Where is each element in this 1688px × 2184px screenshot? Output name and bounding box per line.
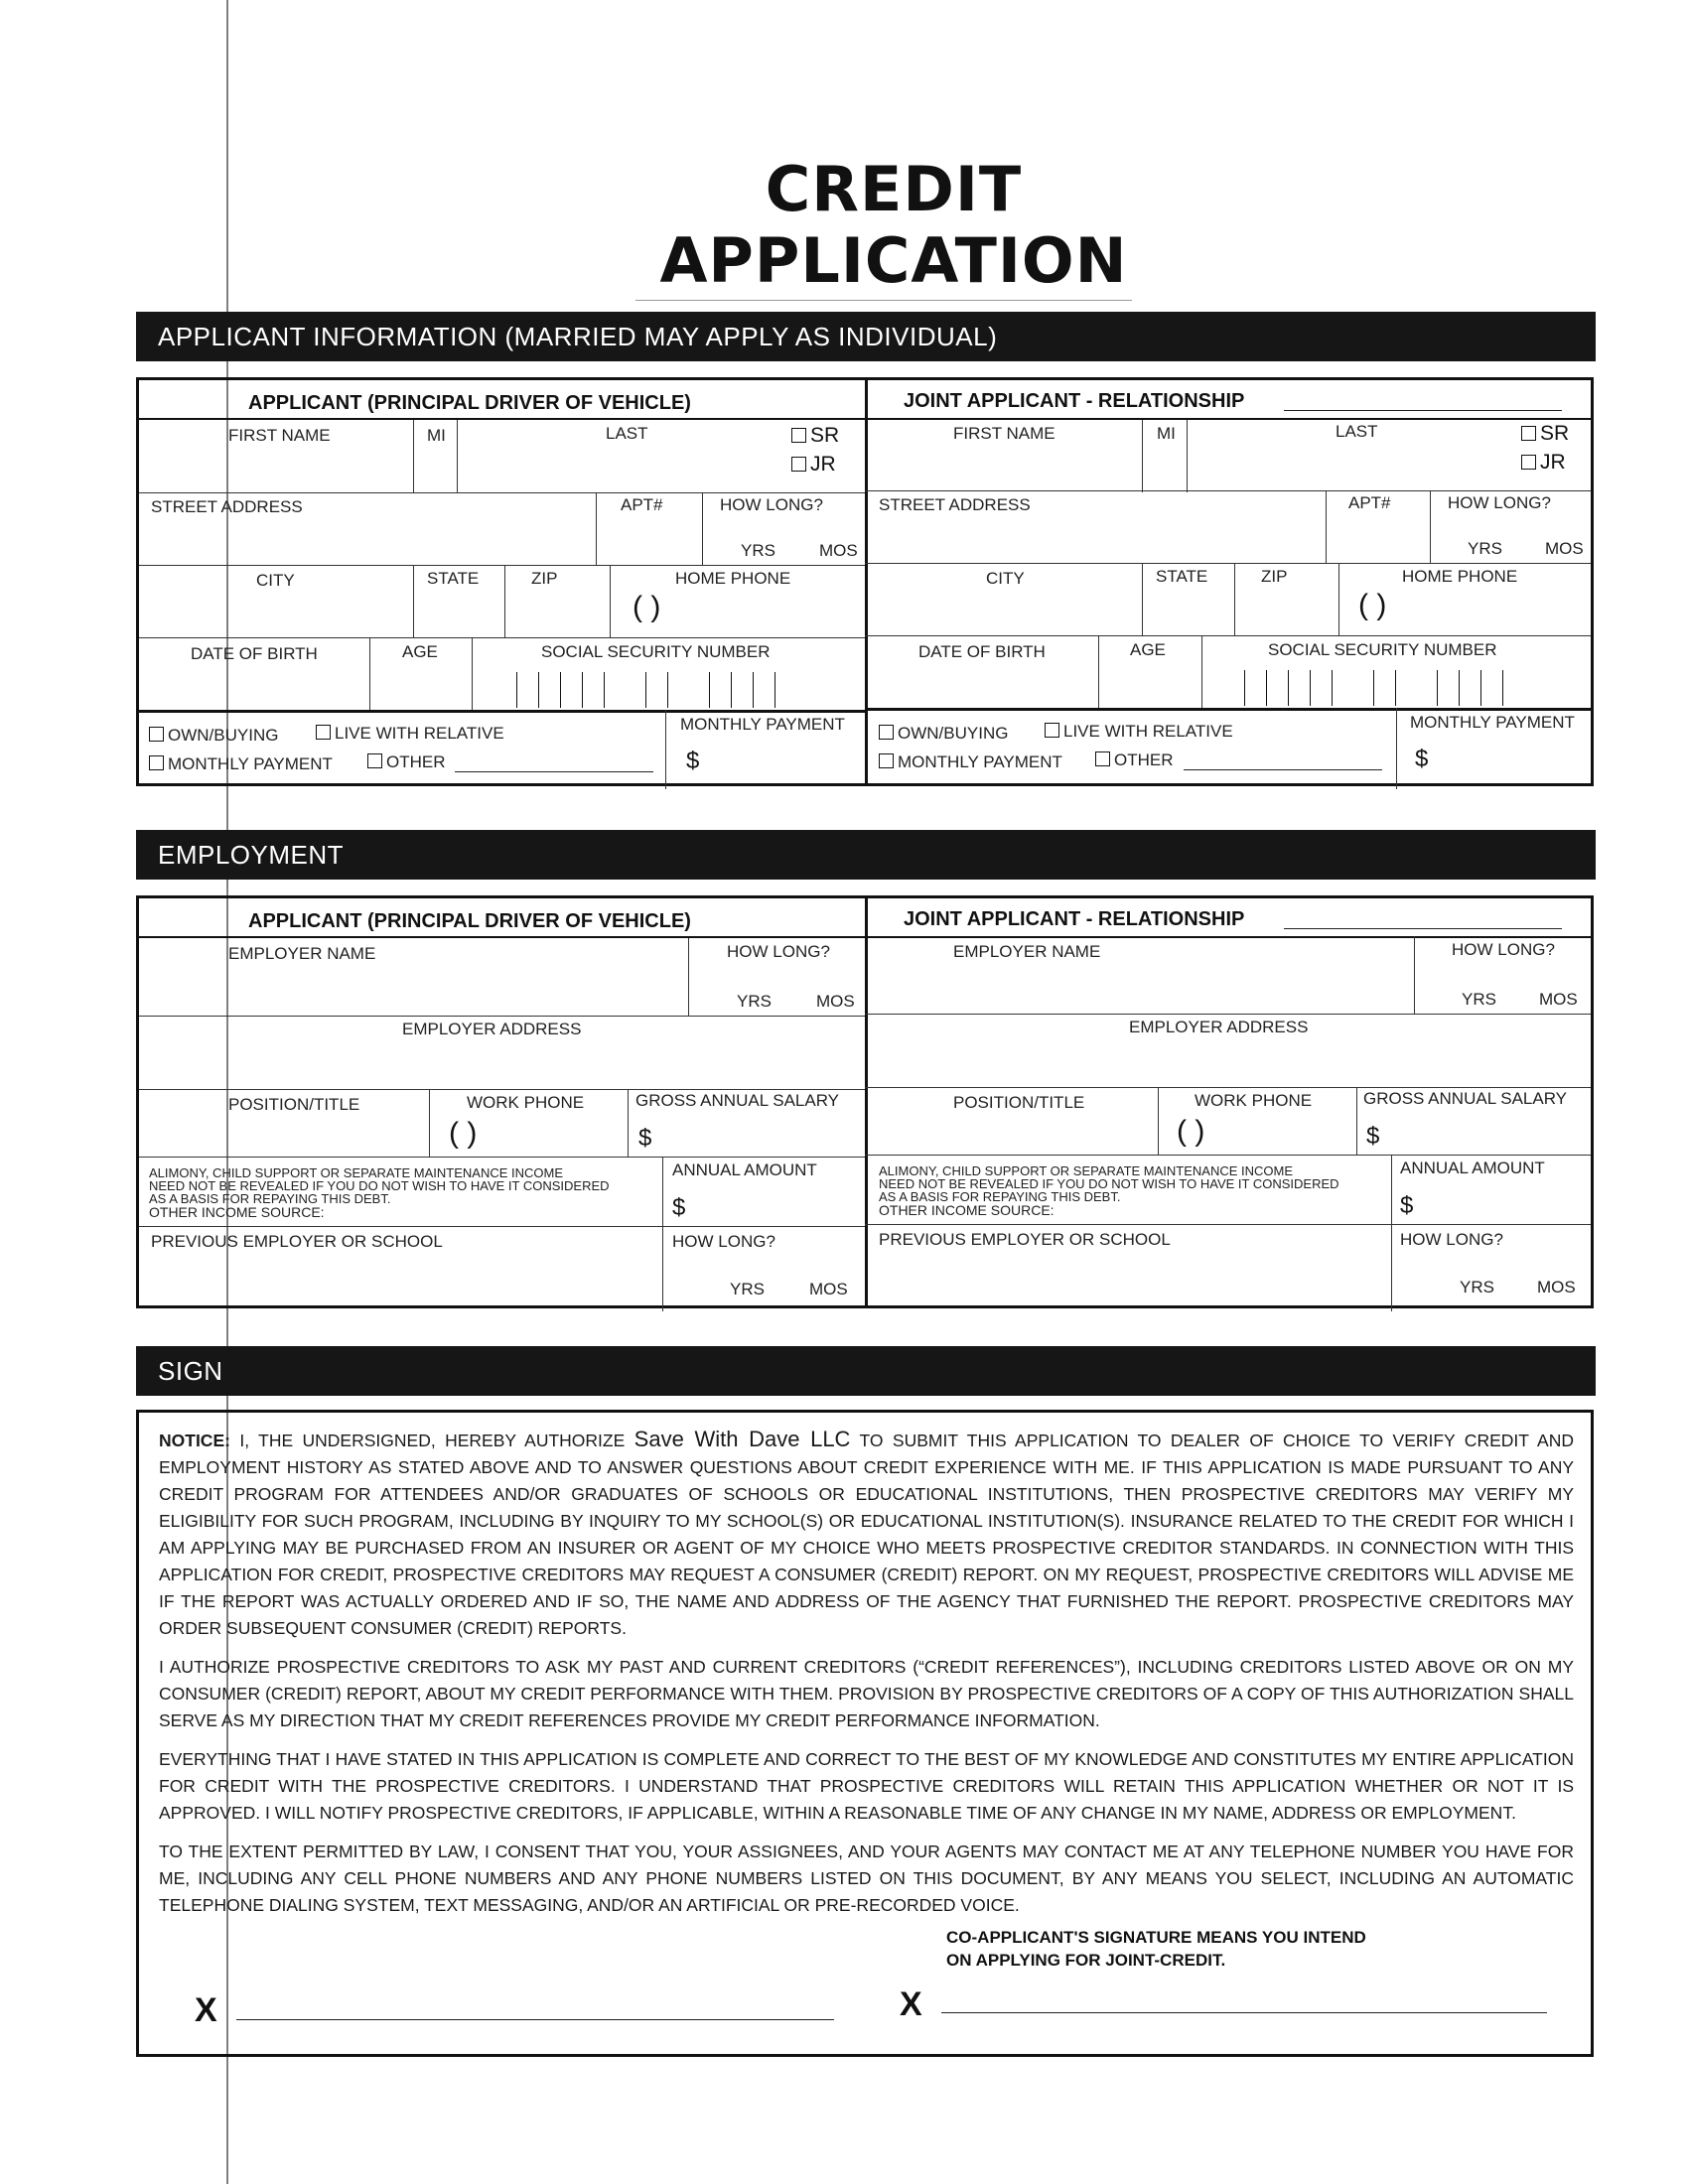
previous-employer-label: PREVIOUS EMPLOYER OR SCHOOL: [151, 1232, 443, 1251]
yrs-label: YRS: [741, 541, 775, 560]
position-title-label: POSITION/TITLE: [228, 1095, 360, 1114]
joint-emp-how-long-label: HOW LONG?: [1452, 940, 1555, 959]
column-divider: [865, 380, 868, 783]
joint-mi-label: MI: [1157, 424, 1176, 443]
joint-previous-employer-label: PREVIOUS EMPLOYER OR SCHOOL: [879, 1230, 1171, 1249]
joint-gross-salary-field[interactable]: $: [1366, 1123, 1380, 1150]
applicant-signature-mark: X: [195, 1991, 217, 2029]
annual-amount-field[interactable]: $: [672, 1194, 686, 1221]
title-rule: [635, 300, 1132, 301]
mos-label: MOS: [819, 541, 858, 560]
other-checkbox[interactable]: OTHER: [367, 752, 446, 772]
monthly-payment-label: MONTHLY PAYMENT: [680, 715, 845, 734]
home-phone-label: HOME PHONE: [675, 569, 791, 588]
live-with-relative-checkbox[interactable]: LIVE WITH RELATIVE: [316, 724, 504, 744]
gross-salary-label: GROSS ANNUAL SALARY: [635, 1091, 840, 1110]
column-divider: [865, 898, 868, 1305]
joint-gross-salary-label: GROSS ANNUAL SALARY: [1363, 1089, 1568, 1108]
street-address-label: STREET ADDRESS: [151, 497, 303, 516]
joint-alimony-note-3: AS A BASIS FOR REPAYING THIS DEBT.: [879, 1189, 1121, 1204]
own-buying-checkbox[interactable]: OWN/BUYING: [149, 726, 278, 746]
joint-state-label: STATE: [1156, 567, 1208, 586]
jr-checkbox[interactable]: JR: [791, 453, 836, 477]
employment-frame: [136, 895, 1594, 1308]
applicant-col-heading: APPLICANT (PRINCIPAL DRIVER OF VEHICLE): [248, 392, 691, 414]
home-phone-field[interactable]: ( ): [633, 591, 661, 623]
alimony-note-1: ALIMONY, CHILD SUPPORT OR SEPARATE MAINTENANCE INCOME: [149, 1165, 564, 1180]
section-employment: EMPLOYMENT: [136, 830, 1596, 880]
joint-work-phone-label: WORK PHONE: [1195, 1091, 1313, 1110]
notice-text: [159, 1426, 1574, 1931]
joint-ssn-label: SOCIAL SECURITY NUMBER: [1268, 640, 1497, 659]
mi-label: MI: [427, 426, 446, 445]
coapplicant-note: CO-APPLICANT'S SIGNATURE MEANS YOU INTEND ON APPLYING FOR JOINT-CREDIT.: [946, 1928, 1366, 1970]
notice-paragraph-3: EVERYTHING THAT I HAVE STATED IN THIS APPLICATION IS COMPLETE AND CORRECT TO THE BEST OF MY KNOWLEDGE AND CONSTITUTES MY ENTIRE APPLICATION FOR CREDIT WITH THE PROSPECTIVE CREDITORS. I UNDERSTAND THAT PROSPECTIVE CREDITORS WILL RETAIN THIS APPLICATION WHETHER OR NOT IT IS APPROVED. I WILL NOTIFY PROSPECTIVE CREDITORS, IF APPLICABLE, WITHIN A REASONABLE TIME OF ANY CHANGE IN MY NAME, ADDRESS OR EMPLOYMENT.: [159, 1749, 1574, 1823]
sr-checkbox[interactable]: SR: [791, 424, 839, 448]
how-long-label: HOW LONG?: [720, 495, 823, 514]
joint-col-heading: JOINT APPLICANT - RELATIONSHIP: [904, 390, 1245, 412]
joint-monthly-payment-field[interactable]: $: [1415, 746, 1429, 772]
apt-label: APT#: [621, 495, 663, 514]
joint-annual-amount-field[interactable]: $: [1400, 1192, 1414, 1219]
section-applicant-information: APPLICANT INFORMATION (MARRIED MAY APPLY AS INDIVIDUAL): [136, 312, 1596, 361]
section-sign: SIGN: [136, 1346, 1596, 1396]
joint-age-label: AGE: [1130, 640, 1166, 659]
joint-dob-label: DATE OF BIRTH: [918, 642, 1046, 661]
other-income-label: OTHER INCOME SOURCE:: [149, 1204, 325, 1220]
joint-mos-label: MOS: [1545, 539, 1584, 558]
city-label: CITY: [256, 571, 295, 590]
joint-sr-checkbox[interactable]: SR: [1521, 422, 1569, 446]
employer-name-label: EMPLOYER NAME: [228, 944, 376, 963]
joint-how-long-label: HOW LONG?: [1448, 493, 1551, 512]
joint-first-name-label: FIRST NAME: [953, 424, 1055, 443]
relationship-blank[interactable]: [1284, 410, 1562, 411]
state-label: STATE: [427, 569, 480, 588]
joint-emp-mos-label: MOS: [1539, 990, 1578, 1009]
page-title-line1: CREDIT: [765, 153, 1023, 225]
employer-address-label: EMPLOYER ADDRESS: [402, 1020, 582, 1038]
joint-other-income-label: OTHER INCOME SOURCE:: [879, 1202, 1055, 1218]
emp-mos-label: MOS: [816, 992, 855, 1011]
dealer-name: Save With Dave LLC: [633, 1427, 851, 1451]
prev-yrs-label: YRS: [730, 1280, 765, 1298]
applicant-signature-line[interactable]: [236, 2019, 834, 2020]
joint-monthly-payment-label: MONTHLY PAYMENT: [1410, 713, 1575, 732]
emp-applicant-col-heading: APPLICANT (PRINCIPAL DRIVER OF VEHICLE): [248, 910, 691, 932]
joint-employer-address-label: EMPLOYER ADDRESS: [1129, 1018, 1309, 1036]
emp-joint-col-heading: JOINT APPLICANT - RELATIONSHIP: [904, 908, 1245, 930]
ssn-label: SOCIAL SECURITY NUMBER: [541, 642, 771, 661]
joint-other-checkbox[interactable]: OTHER: [1095, 751, 1174, 770]
coapplicant-signature-mark: X: [900, 1985, 922, 2023]
first-name-label: FIRST NAME: [228, 426, 331, 445]
prev-mos-label: MOS: [809, 1280, 848, 1298]
last-label: LAST: [606, 424, 648, 443]
annual-amount-label: ANNUAL AMOUNT: [672, 1160, 817, 1179]
notice-paragraph-1: NOTICE: I, THE UNDERSIGNED, HEREBY AUTHORIZE Save With Dave LLC TO SUBMIT THIS APPLICATION TO DEALER OF CHOICE TO VERIFY CREDIT AND EMPLOYMENT HISTORY AS STATED ABOVE AND TO ANSWER QUESTIONS ABOUT CREDIT EXPERIENCE WITH ME. IF THIS APPLICATION IS MADE PURSUANT TO ANY CREDIT PROGRAM FOR ATTENDEES AND/OR GRADUATES OF SCHOOLS OR EDUCATIONAL INSTITUTIONS, THEN PROSPECTIVE CREDITORS MAY VERIFY MY ELIGIBILITY FOR SUCH PROGRAM, INCLUDING BY INQUIRY TO MY SCHOOL(S) OR EDUCATIONAL INSTITUTION(S). INSURANCE RELATED TO THE CREDIT FOR WHICH I AM APPLYING MAY BE PURCHASED FROM AN INSURER OR AGENT OF MY CHOICE WHO MEETS PROSPECTIVE CREDITOR STANDARDS. IN CONNECTION WITH THIS APPLICATION FOR CREDIT, PROSPECTIVE CREDITORS MAY REQUEST A CONSUMER (CREDIT) REPORT. ON MY REQUEST, PROSPECTIVE CREDITORS WILL ADVISE ME IF THE REPORT WAS ACTUALLY ORDERED AND IF SO, THE NAME AND ADDRESS OF THE AGENCY THAT FURNISHED THE REPORT. PROSPECTIVE CREDITORS MAY ORDER SUBSEQUENT CONSUMER (CREDIT) REPORTS.: [159, 1427, 1574, 1638]
joint-yrs-label: YRS: [1468, 539, 1502, 558]
joint-prev-how-long-label: HOW LONG?: [1400, 1230, 1503, 1249]
joint-live-with-relative-checkbox[interactable]: LIVE WITH RELATIVE: [1045, 722, 1233, 742]
alimony-note-2: NEED NOT BE REVEALED IF YOU DO NOT WISH TO HAVE IT CONSIDERED: [149, 1178, 610, 1193]
joint-employer-name-label: EMPLOYER NAME: [953, 942, 1101, 961]
emp-yrs-label: YRS: [737, 992, 772, 1011]
page-title-line2: APPLICATION: [659, 224, 1128, 297]
joint-last-label: LAST: [1336, 422, 1378, 441]
joint-prev-mos-label: MOS: [1537, 1278, 1576, 1297]
joint-home-phone-field[interactable]: ( ): [1358, 589, 1387, 621]
gross-salary-field[interactable]: $: [638, 1125, 652, 1152]
dob-label: DATE OF BIRTH: [191, 644, 318, 663]
emp-how-long-label: HOW LONG?: [727, 942, 830, 961]
alimony-note-3: AS A BASIS FOR REPAYING THIS DEBT.: [149, 1191, 391, 1206]
joint-jr-checkbox[interactable]: JR: [1521, 451, 1566, 475]
joint-alimony-note-2: NEED NOT BE REVEALED IF YOU DO NOT WISH TO HAVE IT CONSIDERED: [879, 1176, 1339, 1191]
joint-street-address-label: STREET ADDRESS: [879, 495, 1031, 514]
coapplicant-signature-line[interactable]: [941, 2012, 1547, 2013]
joint-monthly-payment-checkbox[interactable]: MONTHLY PAYMENT: [879, 752, 1062, 772]
joint-work-phone-field[interactable]: ( ): [1177, 1115, 1205, 1148]
joint-own-buying-checkbox[interactable]: OWN/BUYING: [879, 724, 1008, 744]
joint-annual-amount-label: ANNUAL AMOUNT: [1400, 1159, 1545, 1177]
monthly-payment-field[interactable]: $: [686, 748, 700, 774]
joint-city-label: CITY: [986, 569, 1025, 588]
applicant-info-frame: [136, 377, 1594, 786]
work-phone-label: WORK PHONE: [467, 1093, 585, 1112]
zip-label: ZIP: [531, 569, 558, 588]
joint-zip-label: ZIP: [1261, 567, 1288, 586]
joint-other-blank[interactable]: [1184, 769, 1382, 770]
joint-emp-yrs-label: YRS: [1462, 990, 1496, 1009]
emp-relationship-blank[interactable]: [1284, 928, 1562, 929]
work-phone-field[interactable]: ( ): [449, 1117, 478, 1150]
joint-home-phone-label: HOME PHONE: [1402, 567, 1518, 586]
notice-paragraph-2: I AUTHORIZE PROSPECTIVE CREDITORS TO ASK MY PAST AND CURRENT CREDITORS (“CREDIT REFERENCES”), INCLUDING CREDITORS LISTED ABOVE OR ON MY CONSUMER (CREDIT) REPORT, ABOUT MY CREDIT PERFORMANCE WITH THEM. PROVISION BY PROSPECTIVE CREDITORS OF A COPY OF THIS AUTHORIZATION SHALL SERVE AS MY DIRECTION THAT MY CREDIT REFERENCES PROVIDE MY CREDIT PERFORMANCE INFORMATION.: [159, 1657, 1574, 1730]
joint-prev-yrs-label: YRS: [1460, 1278, 1494, 1297]
joint-alimony-note-1: ALIMONY, CHILD SUPPORT OR SEPARATE MAINTENANCE INCOME: [879, 1163, 1294, 1178]
notice-paragraph-4: TO THE EXTENT PERMITTED BY LAW, I CONSENT THAT YOU, YOUR ASSIGNEES, AND YOUR AGENTS MAY CONTACT ME AT ANY TELEPHONE NUMBER YOU HAVE FOR ME, INCLUDING ANY CELL PHONE NUMBERS AND ANY PHONE NUMBERS LISTED ON THIS DOCUMENT, BY ANY MEANS YOU SELECT, INCLUDING AN AUTOMATIC TELEPHONE DIALING SYSTEM, TEXT MESSAGING, AND/OR AN ARTIFICIAL OR PRE-RECORDED VOICE.: [159, 1842, 1574, 1915]
other-blank[interactable]: [455, 771, 653, 772]
prev-how-long-label: HOW LONG?: [672, 1232, 775, 1251]
joint-apt-label: APT#: [1348, 493, 1391, 512]
joint-position-title-label: POSITION/TITLE: [953, 1093, 1085, 1112]
age-label: AGE: [402, 642, 438, 661]
monthly-payment-checkbox[interactable]: MONTHLY PAYMENT: [149, 754, 333, 774]
